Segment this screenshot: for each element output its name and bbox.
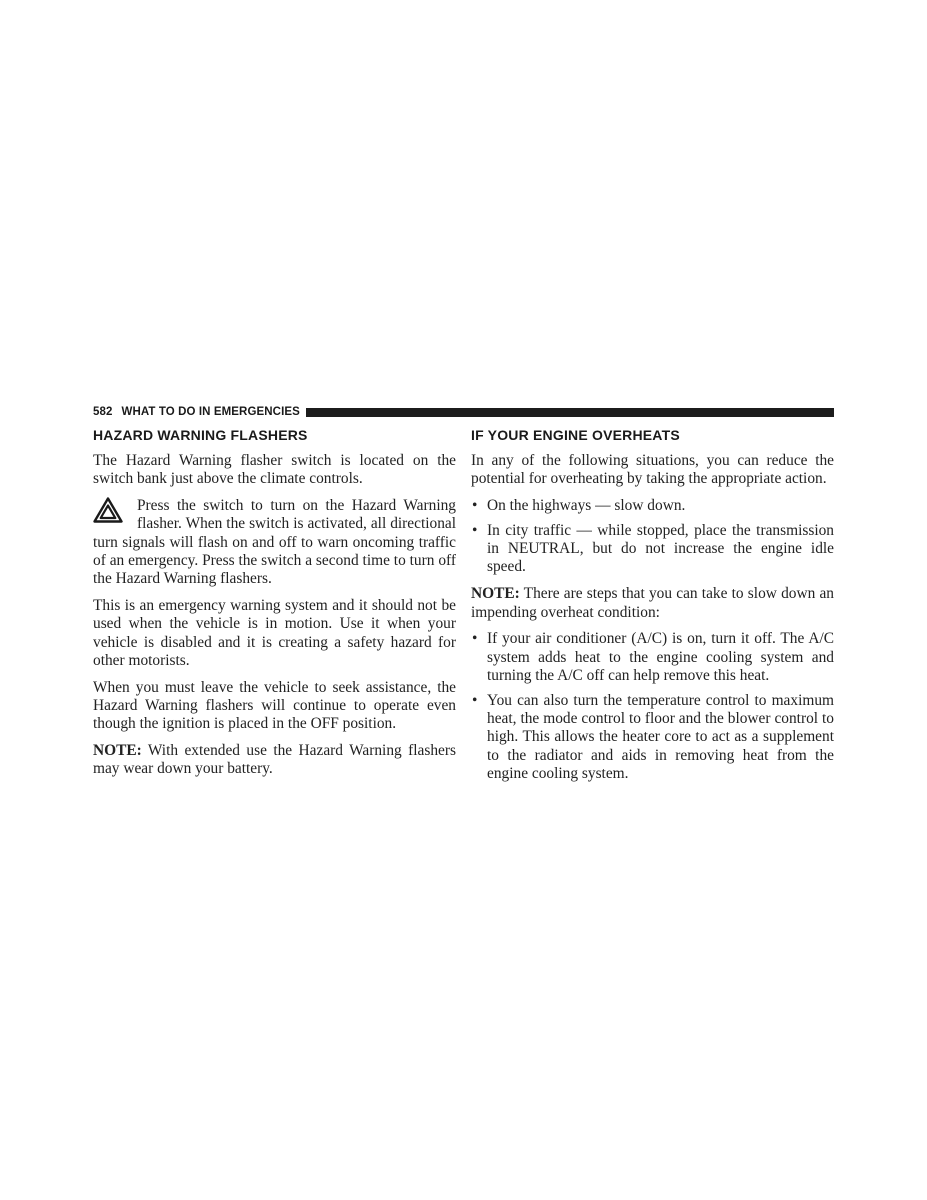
bullet: • [472, 691, 478, 709]
hazard-location-paragraph: The Hazard Warning flasher switch is located on the switch bank just above the climate controls. [93, 452, 456, 488]
note-label: NOTE: [471, 585, 520, 603]
list-item: • You can also turn the temperature control to maximum heat, the mode control to floor and the blower control to high. This allows the heater core to act as a supplement to the radiator and aids in removing heat from the engine cooling system. [472, 691, 834, 782]
battery-note-paragraph [93, 742, 456, 779]
overheat-intro-paragraph: In any of the following situations, you can reduce the potential for overheating by taking the appropriate action. [471, 452, 834, 488]
situation-list [471, 497, 834, 577]
bullet: • [472, 497, 478, 515]
bullet: • [472, 521, 478, 539]
engine-overheats-heading: IF YOUR ENGINE OVERHEATS [471, 427, 680, 443]
note-label: NOTE: [93, 742, 142, 760]
right-column [471, 427, 834, 792]
header-rule [306, 408, 834, 417]
page-header [93, 404, 834, 420]
list-item: • On the highways — slow down. [472, 497, 686, 515]
emergency-system-paragraph: This is an emergency warning system and it should not be used when the vehicle is in motion. Use it when your vehicle is disabled and it is creating a safety hazard for other motorists. [93, 597, 456, 669]
section-title: WHAT TO DO IN EMERGENCIES [121, 406, 300, 418]
hazard-warning-triangle-icon [93, 497, 123, 523]
steps-list [471, 630, 834, 783]
list-item: • In city traffic — while stopped, place the transmission in NEUTRAL, but do not increase the engine idle speed. [472, 521, 834, 576]
hazard-warning-heading: HAZARD WARNING FLASHERS [93, 427, 308, 443]
bullet: • [472, 630, 478, 648]
list-item: • If your air conditioner (A/C) is on, turn it off. The A/C system adds heat to the engine cooling system and turning the A/C off can help remove this heat. [472, 630, 834, 684]
note-text: There are steps that you can take to slow down an impending overheat condition: [471, 585, 834, 621]
note-text: With extended use the Hazard Warning flashers may wear down your battery. [93, 742, 456, 778]
hazard-switch-paragraph [93, 497, 456, 588]
hazard-switch-text: Press the switch to turn on the Hazard Warning flasher. When the switch is activated, all directional turn signals will flash on and off to warn oncoming traffic of an emergency. Press the switch a second time to turn off the Hazard Warning flashers. [93, 497, 456, 588]
page-number: 582 [93, 406, 113, 418]
left-column [93, 427, 456, 787]
overheat-note-paragraph [471, 585, 834, 622]
leave-vehicle-paragraph: When you must leave the vehicle to seek assistance, the Hazard Warning flashers will continue to operate even though the ignition is placed in the OFF position. [93, 678, 456, 733]
